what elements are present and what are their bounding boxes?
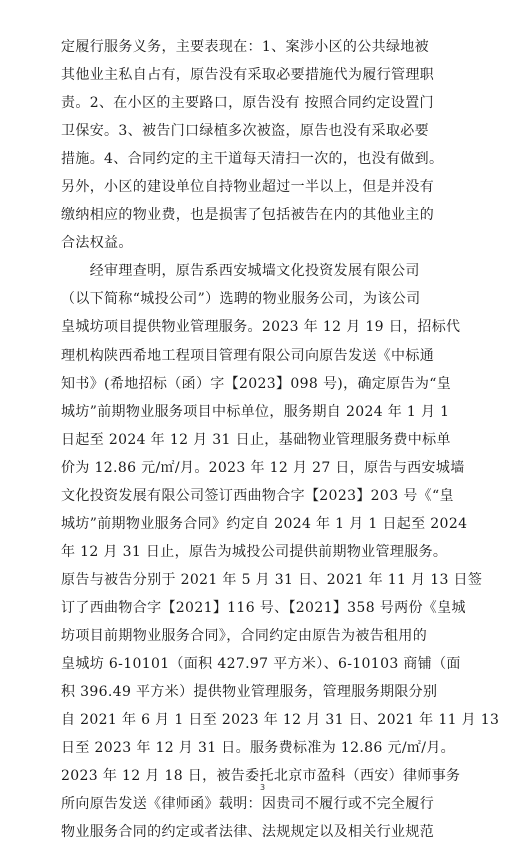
text-line: 所向原告发送《律师函》载明：因贵司不履行或不完全履行	[61, 796, 435, 813]
text-line: 坊项目前期物业服务合同》，合同约定由原告为被告租用的	[61, 627, 428, 644]
text-line: 积 396.49 平方米）提供物业管理服务，管理服务期限分别	[61, 684, 438, 701]
page-number: 3	[259, 783, 266, 792]
text-line: 日起至 2024 年 12 月 31 日止，基础物业管理服务费中标单	[61, 431, 451, 448]
text-line: 原告与被告分别于 2021 年 5 月 31 日、2021 年 11 月 13 日签	[61, 571, 483, 588]
text-line: 合法权益。	[61, 235, 133, 252]
text-line: 理机构陕西希地工程项目管理有限公司向原告发送《中标通	[61, 347, 435, 364]
text-line: 2023 年 12 月 18 日，被告委托北京市盈科（西安）律师事务	[61, 768, 461, 785]
judgment-text	[61, 33, 500, 846]
text-line: 缴纳相应的物业费，也是损害了包括被告在内的其他业主的	[61, 207, 435, 224]
text-line: 责。2、在小区的主要路口，原告没有 按照合同约定设置门	[61, 95, 434, 112]
text-line: 订了西曲物合字【2021】116 号、【2021】358 号两份《皇城	[61, 599, 466, 616]
text-line: 自 2021 年 6 月 1 日至 2023 年 12 月 31 日、2021 年 11 月 13	[61, 712, 500, 729]
text-line: 日至 2023 年 12 月 31 日。服务费标准为 12.86 元/㎡/月。	[61, 740, 456, 757]
text-line: 知书》(希地招标（函）字【2023】098 号)，确定原告为“皇	[61, 375, 452, 392]
text-line: 年 12 月 31 日止，原告为城投公司提供前期物业管理服务。	[61, 543, 448, 560]
text-line: 城坊”前期物业服务项目中标单位，服务期自 2024 年 1 月 1	[61, 403, 450, 420]
text-line: 经审理查明，原告系西安城墙文化投资发展有限公司	[61, 263, 420, 280]
text-line: 城坊”前期物业服务合同》约定自 2024 年 1 月 1 日起至 2024	[61, 515, 468, 532]
text-line: 文化投资发展有限公司签订西曲物合字【2023】203 号《“皇	[61, 487, 454, 504]
text-line: 皇城坊 6-10101（面积 427.97 平方米）、6-10103 商铺（面	[61, 656, 461, 673]
text-line: 物业服务合同的约定或者法律、法规规定以及相关行业规范	[61, 824, 435, 841]
text-line: 措施。4、合同约定的主干道每天清扫一次的，也没有做到。	[61, 151, 444, 168]
text-line: 其他业主私自占有，原告没有采取必要措施代为履行管理职	[61, 67, 435, 84]
text-line: （以下简称“城投公司”）选聘的物业服务公司，为该公司	[61, 291, 421, 308]
text-line: 定履行服务义务，主要表现在：1、案涉小区的公共绿地被	[61, 39, 430, 55]
text-line: 另外，小区的建设单位自持物业超过一半以上，但是并没有	[61, 179, 435, 196]
text-line: 价为 12.86 元/㎡/月。2023 年 12 月 27 日，原告与西安城墙	[61, 459, 465, 476]
text-line: 皇城坊项目提供物业管理服务。2023 年 12 月 19 日，招标代	[61, 319, 461, 336]
text-line: 卫保安。3、被告门口绿植多次被盗，原告也没有采取必要	[61, 123, 430, 140]
